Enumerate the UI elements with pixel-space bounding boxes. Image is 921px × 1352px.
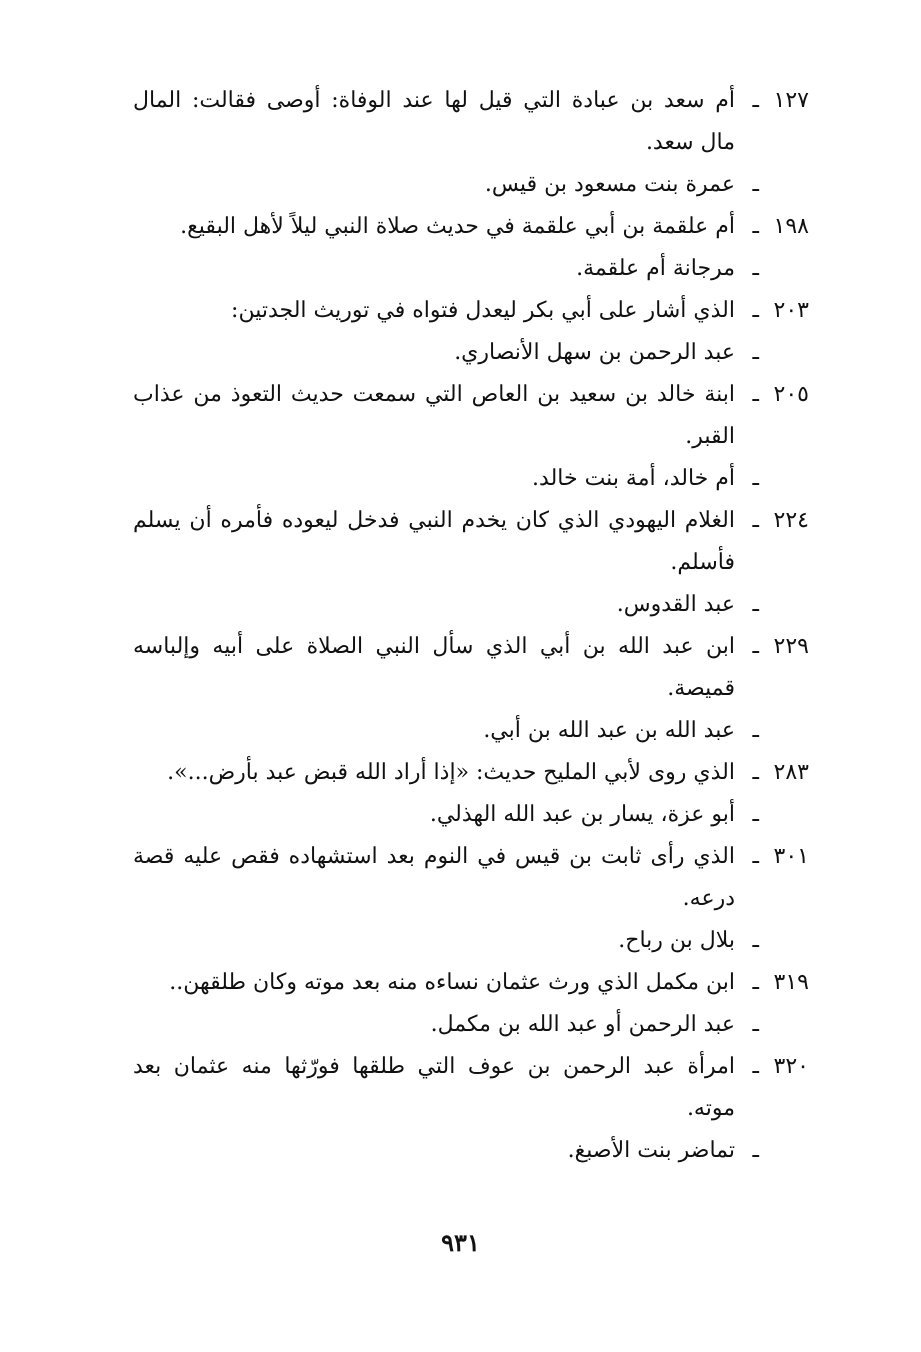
entry-answer-line <box>133 1130 809 1172</box>
entry-answer-line <box>133 1004 809 1046</box>
entry-question: الذي رأى ثابت بن قيس في النوم بعد استشهاده فقص عليه قصة درعه. <box>133 844 735 911</box>
entry-question: الغلام اليهودي الذي كان يخدم النبي فدخل ليعوده فأمره أن يسلم فأسلم. <box>133 508 735 575</box>
entry-question: امرأة عبد الرحمن بن عوف التي طلقها فورّثها منه عثمان بعد موته. <box>133 1054 735 1121</box>
entry-number: ٢٠٥ <box>773 382 809 407</box>
entry-item <box>133 206 809 290</box>
entry-question-line <box>133 80 809 164</box>
page-number: ٩٣١ <box>441 1228 480 1257</box>
answer-dash: ـ <box>752 340 759 365</box>
entry-item <box>133 1046 809 1172</box>
entry-answer-line <box>133 248 809 290</box>
entry-dash: ـ <box>752 88 759 113</box>
entry-number: ٣١٩ <box>773 970 809 995</box>
entry-number: ٣٢٠ <box>773 1054 809 1079</box>
entry-question: ابنة خالد بن سعيد بن العاص التي سمعت حديث التعوذ من عذاب القبر. <box>133 382 735 449</box>
entry-item <box>133 500 809 626</box>
answer-dash: ـ <box>752 1138 759 1163</box>
entry-dash: ـ <box>752 298 759 323</box>
entry-question-line <box>133 962 809 1004</box>
entry-question: ابن مكمل الذي ورث عثمان نساءه منه بعد موته وكان طلقهن.. <box>169 970 735 995</box>
entry-answer: عمرة بنت مسعود بن قيس. <box>484 172 735 197</box>
entry-number: ١٢٧ <box>773 88 809 113</box>
answer-dash: ـ <box>752 256 759 281</box>
entry-item <box>133 962 809 1046</box>
entry-answer-line <box>133 794 809 836</box>
entry-dash: ـ <box>752 760 759 785</box>
entry-number: ١٩٨ <box>773 214 809 239</box>
entry-answer: أبو عزة، يسار بن عبد الله الهذلي. <box>429 802 735 827</box>
entry-answer: أم خالد، أمة بنت خالد. <box>532 466 735 491</box>
answer-dash: ـ <box>752 466 759 491</box>
entry-answer: مرجانة أم علقمة. <box>576 256 735 281</box>
entry-question: أم علقمة بن أبي علقمة في حديث صلاة النبي ليلاً لأهل البقيع. <box>180 214 735 239</box>
answer-dash: ـ <box>752 592 759 617</box>
entry-dash: ـ <box>752 1054 759 1079</box>
entry-question-line <box>133 206 809 248</box>
entry-question-line <box>133 1046 809 1130</box>
entry-answer: تماضر بنت الأصبغ. <box>567 1138 735 1163</box>
entry-answer: عبد الله بن عبد الله بن أبي. <box>483 718 735 743</box>
entry-item <box>133 80 809 206</box>
entry-number: ٢٢٤ <box>773 508 809 533</box>
answer-dash: ـ <box>752 928 759 953</box>
entry-number: ٢٢٩ <box>773 634 809 659</box>
entry-question: أم سعد بن عبادة التي قيل لها عند الوفاة: أوصى فقالت: المال مال سعد. <box>133 88 735 155</box>
entries-list <box>133 80 809 1172</box>
entry-question-line <box>133 500 809 584</box>
entry-answer: عبد الرحمن أو عبد الله بن مكمل. <box>430 1012 735 1037</box>
answer-dash: ـ <box>752 802 759 827</box>
entry-answer-line <box>133 164 809 206</box>
entry-answer-line <box>133 584 809 626</box>
entry-question: ابن عبد الله بن أبي الذي سأل النبي الصلاة على أبيه وإلباسه قميصة. <box>133 634 735 701</box>
entry-dash: ـ <box>752 844 759 869</box>
entry-answer-line <box>133 710 809 752</box>
entry-dash: ـ <box>752 634 759 659</box>
entry-item <box>133 626 809 752</box>
entry-item <box>133 836 809 962</box>
answer-dash: ـ <box>752 718 759 743</box>
entry-item <box>133 290 809 374</box>
entry-answer: عبد الرحمن بن سهل الأنصاري. <box>454 340 735 365</box>
answer-dash: ـ <box>752 172 759 197</box>
entry-number: ٣٠١ <box>773 844 809 869</box>
entry-item <box>133 752 809 836</box>
entry-item <box>133 374 809 500</box>
entry-number: ٢٠٣ <box>773 298 809 323</box>
entry-dash: ـ <box>752 214 759 239</box>
entry-dash: ـ <box>752 970 759 995</box>
entry-answer: عبد القدوس. <box>616 592 735 617</box>
entry-question-line <box>133 836 809 920</box>
entry-dash: ـ <box>752 508 759 533</box>
entry-question-line <box>133 752 809 794</box>
entry-question-line <box>133 290 809 332</box>
entry-answer-line <box>133 920 809 962</box>
entry-answer-line <box>133 458 809 500</box>
entry-dash: ـ <box>752 382 759 407</box>
entry-answer: بلال بن رباح. <box>618 928 735 953</box>
entry-question-line <box>133 374 809 458</box>
entry-answer-line <box>133 332 809 374</box>
entry-question: الذي أشار على أبي بكر ليعدل فتواه في توريث الجدتين: <box>231 298 735 323</box>
entry-number: ٢٨٣ <box>773 760 809 785</box>
entry-question-line <box>133 626 809 710</box>
answer-dash: ـ <box>752 1012 759 1037</box>
entry-question: الذي روى لأبي المليح حديث: «إذا أراد الله قبض عبد بأرض...». <box>167 760 735 785</box>
